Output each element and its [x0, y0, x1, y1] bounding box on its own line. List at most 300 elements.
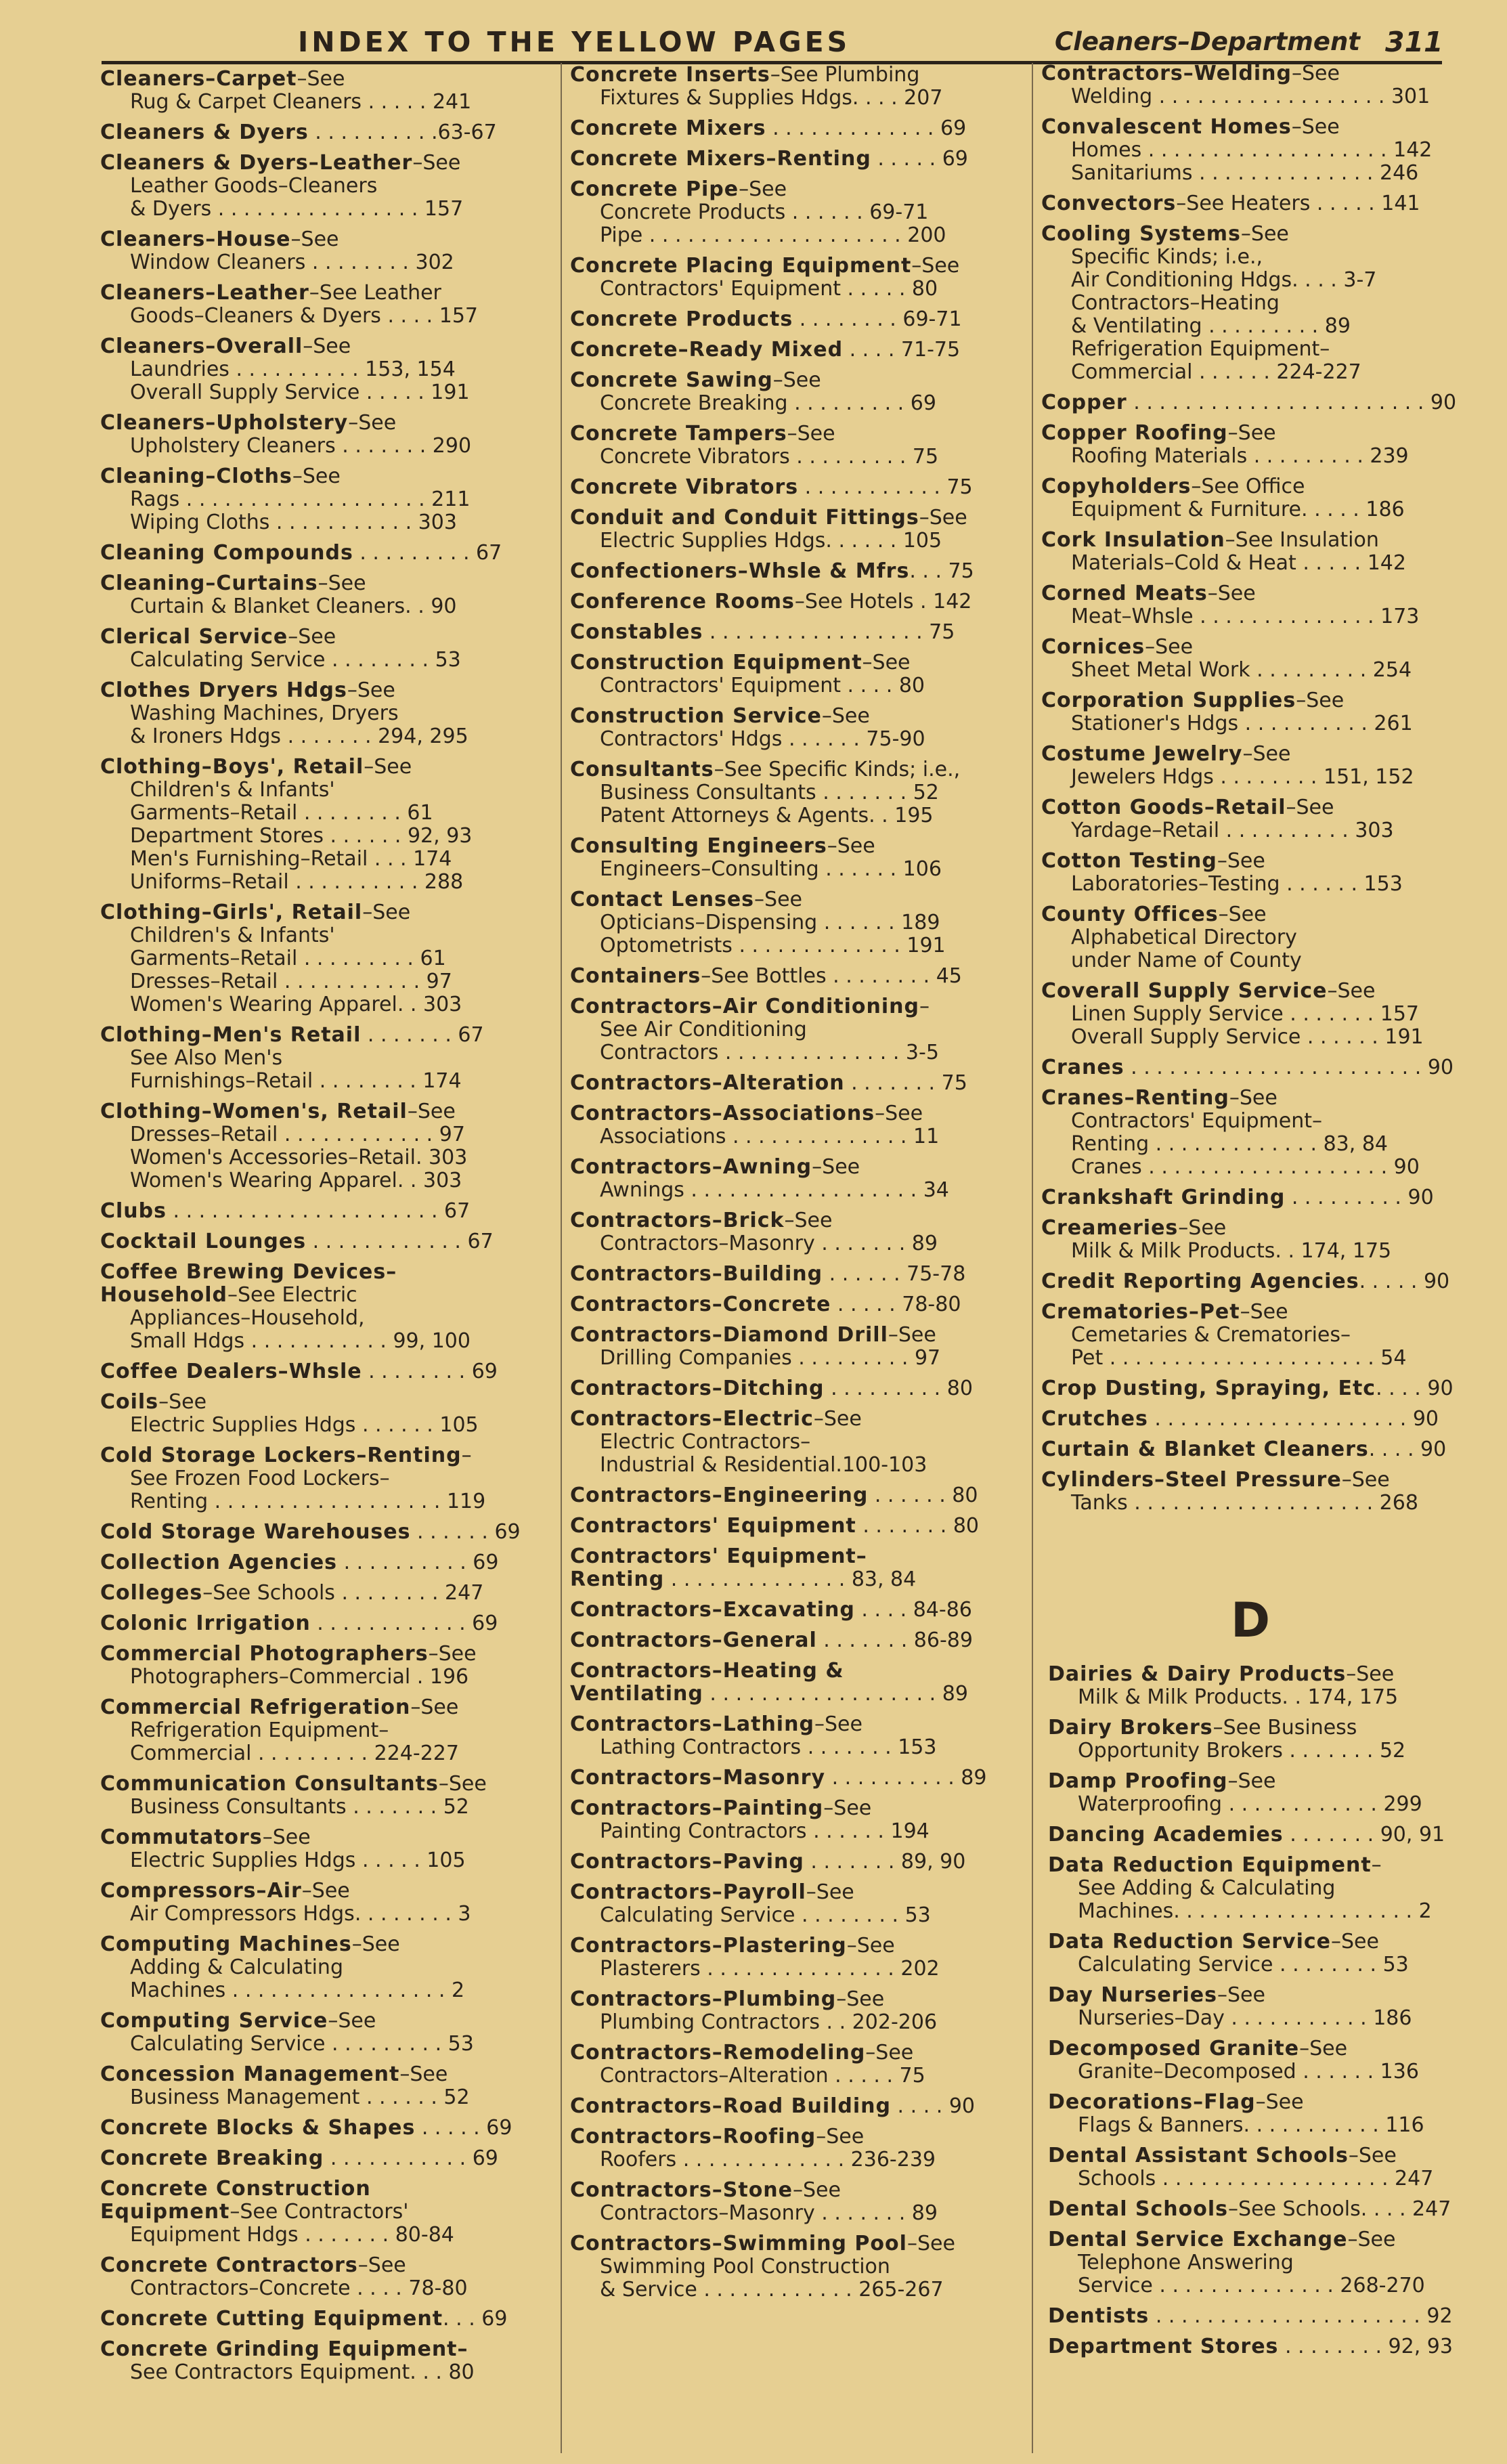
entry-reference: Appliances–Household,	[130, 1306, 365, 1330]
entry-heading: Decorations–Flag	[1048, 2090, 1256, 2114]
entry-line	[1041, 1377, 1475, 1400]
entry-reference: Women's Wearing Apparel. . 303	[130, 1169, 462, 1192]
index-entry	[570, 178, 1010, 247]
entry-reference: Contractors' Equipment . . . . . 80	[600, 277, 938, 301]
entry-reference: . . . . . 69	[871, 147, 968, 171]
index-entry	[570, 1377, 1010, 1400]
entry-reference: –See	[410, 1695, 459, 1719]
entry-line	[570, 1851, 1010, 1874]
entry-reference: Contractors–Concrete . . . . 78-80	[130, 2276, 468, 2300]
index-entry	[1041, 1217, 1475, 1263]
index-entry	[570, 1851, 1010, 1874]
entry-reference: . . . . . . . . 92, 93	[1278, 2335, 1453, 2358]
entry-line	[1041, 246, 1475, 269]
entry-reference: –See Insulation	[1225, 528, 1379, 552]
index-entry	[100, 1880, 533, 1926]
entry-line	[1041, 1301, 1475, 1324]
entry-reference: –See Office	[1191, 475, 1305, 498]
entry-line	[570, 2232, 1010, 2255]
entry-line	[570, 995, 1010, 1018]
index-entry	[570, 965, 1010, 988]
index-entry	[1041, 582, 1475, 628]
index-entry	[1041, 1301, 1475, 1370]
entry-line	[570, 506, 1010, 529]
entry-line	[1041, 903, 1475, 926]
index-entry	[1048, 1984, 1481, 2030]
entry-line	[570, 1209, 1010, 1232]
entry-line	[100, 542, 533, 565]
entry-line	[570, 1545, 1010, 1568]
index-column-3	[1041, 62, 1475, 1522]
entry-heading: Contractors–Building	[570, 1262, 823, 1286]
entry-reference: Laboratories–Testing . . . . . . 153	[1071, 872, 1403, 896]
entry-reference: –See Specific Kinds; i.e.,	[714, 758, 961, 781]
entry-reference: . . . . . 90	[1359, 1270, 1450, 1293]
entry-reference: Patent Attorneys & Agents. . 195	[600, 804, 934, 827]
entry-heading: Contractors–Concrete	[570, 1293, 831, 1316]
entry-heading: Dairies & Dairy Products	[1048, 1662, 1347, 1686]
entry-heading: Concrete Vibrators	[570, 475, 799, 499]
entry-line	[570, 1820, 1010, 1843]
entry-reference: Plasterers . . . . . . . . . . . . . . . 202	[600, 1957, 940, 1981]
index-entry	[570, 423, 1010, 469]
entry-line	[100, 572, 533, 595]
index-entry	[1048, 2335, 1481, 2358]
entry-reference: –See	[812, 1155, 860, 1179]
entry-reference: . . . . . . 69	[410, 1520, 521, 1544]
index-entry	[100, 121, 533, 144]
entry-line	[100, 381, 533, 404]
entry-line	[100, 488, 533, 511]
entry-reference: . . . . . . . . . . . . 67	[306, 1230, 494, 1253]
index-entry	[100, 1200, 533, 1223]
entry-line	[570, 2095, 1010, 2118]
entry-line	[570, 1568, 1010, 1591]
entry-heading: Constables	[570, 620, 703, 644]
entry-reference: Sheet Metal Work . . . . . . . . . 254	[1071, 658, 1412, 682]
entry-reference: –See	[862, 651, 911, 674]
index-column-2	[570, 64, 1010, 2309]
entry-line	[100, 1100, 533, 1123]
entry-heading: Cleaners–Upholstery	[100, 411, 349, 435]
entry-heading: Cleaners–House	[100, 228, 291, 251]
entry-line	[100, 924, 533, 947]
entry-reference: Garments–Retail . . . . . . . . 61	[130, 801, 433, 825]
entry-reference: Contractors . . . . . . . . . . . . . . 3-5	[600, 1041, 939, 1064]
index-entry	[1041, 1056, 1475, 1079]
entry-reference: . . . . . . . 90, 91	[1283, 1823, 1445, 1846]
index-entry	[1041, 391, 1475, 414]
entry-line	[1041, 796, 1475, 819]
entry-line	[1041, 1240, 1475, 1263]
entry-reference: . . . 69	[443, 2307, 508, 2331]
index-entry	[570, 560, 1010, 583]
entry-line	[100, 2117, 533, 2140]
entry-heading: County Offices	[1041, 903, 1219, 926]
entry-line	[570, 1958, 1010, 1981]
index-entry	[1048, 1930, 1481, 1976]
entry-reference: See Contractors Equipment. . . 80	[130, 2360, 475, 2384]
entry-line	[570, 965, 1010, 988]
index-entry	[100, 1773, 533, 1819]
entry-heading: Contractors–Diamond Drill	[570, 1323, 888, 1347]
entry-line	[1048, 2198, 1481, 2221]
entry-line	[1048, 2037, 1481, 2060]
index-entry	[1041, 1186, 1475, 1209]
index-entry	[1048, 1823, 1481, 1846]
entry-line	[1048, 2167, 1481, 2190]
entry-line	[1048, 2060, 1481, 2083]
entry-line	[1048, 1739, 1481, 1763]
entry-line	[1041, 743, 1475, 766]
entry-reference: Calculating Service . . . . . . . . 53	[130, 648, 461, 672]
entry-reference: . . . . 71-75	[843, 338, 961, 362]
entry-line	[100, 595, 533, 618]
entry-line	[100, 2308, 533, 2331]
entry-reference: –See Bottles . . . . . . . . 45	[701, 964, 962, 988]
entry-reference: . . . . . 78-80	[831, 1293, 961, 1316]
entry-reference: –See	[303, 334, 351, 358]
entry-reference: . . . . . . . . . 80	[824, 1377, 973, 1400]
index-entry	[570, 1767, 1010, 1790]
index-entry	[1041, 796, 1475, 842]
entry-reference: . . . . . . . . . . . . . . . . . 75	[703, 620, 955, 644]
entry-line	[1048, 1716, 1481, 1739]
entry-reference: Machines . . . . . . . . . . . . . . . . . 2	[130, 1979, 465, 2002]
entry-reference: Linen Supply Service . . . . . . . 157	[1071, 1002, 1420, 1026]
entry-heading: Conduit and Conduit Fittings	[570, 506, 919, 529]
entry-reference: –See	[328, 2009, 376, 2033]
entry-line	[570, 2148, 1010, 2171]
entry-reference: Concrete Vibrators . . . . . . . . . 75	[600, 445, 939, 469]
entry-heading: Dental Schools	[1048, 2197, 1229, 2221]
entry-line	[1041, 1324, 1475, 1347]
entry-reference: Renting . . . . . . . . . . . . . 83, 84	[1071, 1132, 1389, 1156]
entry-reference: Cemetaries & Crematories–	[1071, 1323, 1351, 1347]
entry-heading: Contractors–Stone	[570, 2178, 793, 2202]
entry-reference: Homes . . . . . . . . . . . . . . . . . . . 142	[1071, 138, 1433, 162]
entry-line	[100, 2063, 533, 2086]
entry-reference: –See	[262, 1825, 311, 1849]
index-entry	[570, 1515, 1010, 1538]
index-entry	[1041, 116, 1475, 185]
entry-line	[100, 2254, 533, 2277]
entry-line	[570, 255, 1010, 278]
column-divider	[1032, 63, 1033, 2453]
index-entry	[100, 679, 533, 748]
entry-heading: Contractors–Excavating	[570, 1598, 855, 1622]
index-entry	[100, 465, 533, 534]
entry-heading: Clothing–Boys', Retail	[100, 755, 364, 779]
index-entry	[570, 1072, 1010, 1095]
entry-reference: . . . . . . . . . .63-67	[308, 121, 497, 144]
entry-line	[570, 148, 1010, 171]
entry-reference: Washing Machines, Dryers	[130, 701, 399, 725]
entry-heading: Copyholders	[1041, 475, 1192, 498]
entry-line	[100, 465, 533, 488]
index-entry	[100, 1696, 533, 1765]
entry-line	[1041, 1133, 1475, 1156]
entry-reference: –See	[846, 1934, 895, 1958]
entry-line	[1041, 116, 1475, 139]
index-entry	[570, 1713, 1010, 1759]
entry-reference: Calculating Service . . . . . . . . 53	[600, 1903, 931, 1927]
entry-line	[570, 2255, 1010, 2278]
index-entry	[570, 369, 1010, 415]
entry-line	[1041, 162, 1475, 185]
entry-reference: . . . . . . . . . 67	[353, 541, 502, 565]
entry-heading: Dentists	[1048, 2304, 1150, 2328]
entry-heading: Cotton Testing	[1041, 849, 1217, 873]
entry-reference: Machines. . . . . . . . . . . . . . . . . . . 2	[1078, 1899, 1432, 1923]
entry-line	[100, 649, 533, 672]
index-entry	[100, 1360, 533, 1383]
entry-heading: Cylinders–Steel Pressure	[1041, 1468, 1342, 1492]
entry-reference: Women's Wearing Apparel. . 303	[130, 993, 462, 1016]
entry-reference: Wiping Cloths . . . . . . . . . . . 303	[130, 511, 457, 534]
entry-line	[570, 1629, 1010, 1652]
index-entry	[570, 621, 1010, 644]
entry-line	[570, 2179, 1010, 2202]
entry-line	[100, 756, 533, 779]
entry-reference: Fixtures & Supplies Hdgs. . . . 207	[600, 86, 943, 110]
entry-reference: –See	[813, 1407, 862, 1431]
entry-line	[1041, 712, 1475, 735]
index-entry	[1048, 2144, 1481, 2190]
entry-line	[100, 725, 533, 748]
entry-line	[100, 175, 533, 198]
entry-line	[1048, 1823, 1481, 1846]
entry-line	[1041, 62, 1475, 85]
index-entry	[570, 255, 1010, 301]
entry-heading: Cleaners & Dyers–Leather	[100, 151, 413, 175]
entry-line	[570, 1767, 1010, 1790]
entry-line	[570, 888, 1010, 911]
entry-line	[1048, 2144, 1481, 2167]
entry-line	[100, 198, 533, 221]
entry-heading: Contractors' Equipment	[570, 1514, 856, 1538]
index-entry	[1048, 2198, 1481, 2221]
entry-line	[570, 1881, 1010, 1904]
entry-reference: –See Contractors'	[230, 2200, 409, 2224]
entry-heading: Contractors–Engineering	[570, 1484, 869, 1507]
entry-line	[570, 2278, 1010, 2301]
index-entry	[570, 590, 1010, 613]
index-entry	[1041, 743, 1475, 789]
index-entry	[570, 2041, 1010, 2088]
index-entry	[100, 1100, 533, 1192]
entry-reference: Contractors–Masonry . . . . . . . 89	[600, 1232, 938, 1255]
entry-reference: . . . . 84-86	[854, 1598, 972, 1622]
index-entry	[570, 1484, 1010, 1507]
entry-reference: –See	[911, 254, 960, 278]
entry-reference: Equipment Hdgs . . . . . . . 80-84	[130, 2223, 454, 2247]
entry-heading: Contractors' Equipment–	[570, 1544, 867, 1568]
entry-heading: Concrete Sawing	[570, 368, 773, 392]
entry-line	[100, 1261, 533, 1284]
index-entry	[1041, 1270, 1475, 1293]
index-entry	[1041, 1377, 1475, 1400]
entry-line	[570, 858, 1010, 881]
index-entry	[570, 2232, 1010, 2301]
entry-heading: Coffee Dealers–Whsle	[100, 1360, 362, 1383]
entry-heading: Department Stores	[1048, 2335, 1279, 2358]
entry-line	[100, 2086, 533, 2109]
entry-heading: Crutches	[1041, 1407, 1148, 1431]
entry-heading: Collection Agencies	[100, 1551, 338, 1574]
entry-reference: Contractors–Alteration . . . . . 75	[600, 2064, 925, 2088]
entry-line	[100, 1956, 533, 1979]
entry-reference: Painting Contractors . . . . . . 194	[600, 1819, 930, 1843]
entry-reference: . . . . . . . . . 90	[1285, 1186, 1434, 1209]
entry-reference: Dresses–Retail . . . . . . . . . . . . 97	[130, 1123, 465, 1146]
entry-heading: Contractors–Remodeling	[570, 2041, 866, 2065]
entry-line	[100, 901, 533, 924]
entry-reference: Opportunity Brokers . . . . . . . 52	[1078, 1739, 1406, 1763]
entry-line	[570, 1797, 1010, 1820]
entry-line	[100, 282, 533, 305]
entry-line	[100, 993, 533, 1016]
index-entry	[570, 339, 1010, 362]
entry-line	[1041, 926, 1475, 949]
entry-heading: Computing Machines	[100, 1932, 352, 1956]
index-entry	[570, 1988, 1010, 2034]
entry-reference: –See	[347, 678, 395, 702]
entry-reference: Men's Furnishing–Retail . . . 174	[130, 847, 452, 871]
entry-reference: . . . . . . . . . . . . . . . . . . . . 90	[1148, 1407, 1439, 1431]
entry-reference: Lathing Contractors . . . . . . . 153	[600, 1735, 937, 1759]
entry-reference: Industrial & Residential.100-103	[600, 1453, 927, 1477]
entry-line	[570, 1125, 1010, 1148]
entry-line	[570, 201, 1010, 224]
index-entry	[570, 476, 1010, 499]
entry-line	[1041, 1003, 1475, 1026]
entry-line	[570, 1018, 1010, 1041]
entry-line	[570, 2202, 1010, 2225]
entry-reference: Schools . . . . . . . . . . . . . . . . . . 247	[1078, 2167, 1434, 2190]
entry-reference: –See Leather	[309, 281, 441, 305]
entry-line	[1048, 2007, 1481, 2030]
entry-reference: –See	[407, 1100, 456, 1123]
entry-reference: Department Stores . . . . . . 92, 93	[130, 824, 473, 848]
entry-line	[100, 1391, 533, 1414]
entry-line	[100, 1047, 533, 1070]
entry-reference: –See	[1217, 1983, 1265, 2007]
entry-reference: Stationer's Hdgs . . . . . . . . . . 261	[1071, 712, 1413, 735]
entry-heading: Contractors–Ditching	[570, 1377, 825, 1400]
index-entry	[570, 995, 1010, 1064]
entry-heading: Contractors–Awning	[570, 1155, 812, 1179]
entry-reference: –See	[1346, 1662, 1395, 1686]
entry-reference: . . . . 90	[1368, 1438, 1447, 1461]
entry-heading: Clothes Dryers Hdgs	[100, 678, 347, 702]
entry-reference: Laundries . . . . . . . . . . 153, 154	[130, 358, 456, 381]
index-entry	[100, 2338, 533, 2384]
entry-reference: & Dyers . . . . . . . . . . . . . . . . 157	[130, 197, 464, 221]
entry-line	[1041, 139, 1475, 162]
entry-reference: Contractors–Masonry . . . . . . . 89	[600, 2201, 938, 2225]
entry-heading: Clubs	[100, 1199, 167, 1223]
entry-line	[100, 2178, 533, 2201]
entry-reference: . . . . . . . . . . . . . 69	[766, 116, 967, 140]
entry-reference: Refrigeration Equipment–	[1071, 337, 1330, 361]
entry-heading: Cotton Goods–Retail	[1041, 796, 1286, 819]
entry-heading: Cranes	[1041, 1056, 1124, 1079]
entry-heading: Contractors–Painting	[570, 1796, 824, 1820]
entry-reference: Welding . . . . . . . . . . . . . . . . . . 301	[1071, 85, 1430, 108]
entry-line	[1041, 819, 1475, 842]
entry-reference: Service . . . . . . . . . . . . . . 268-270	[1078, 2274, 1425, 2297]
entry-line	[100, 626, 533, 649]
index-entry	[1041, 422, 1475, 468]
index-entry	[570, 2179, 1010, 2225]
index-entry	[100, 1391, 533, 1437]
index-entry	[570, 117, 1010, 140]
entry-line	[100, 1330, 533, 1353]
entry-heading: Contractors–Payroll	[570, 1880, 806, 1904]
entry-line	[100, 848, 533, 871]
entry-reference: Swimming Pool Construction	[600, 2255, 890, 2278]
entry-line	[100, 1696, 533, 1719]
entry-line	[1041, 980, 1475, 1003]
entry-line	[570, 1179, 1010, 1202]
entry-line	[570, 392, 1010, 415]
entry-reference: Calculating Service . . . . . . . . . 53	[130, 2032, 474, 2056]
entry-line	[1048, 1663, 1481, 1686]
entry-reference: –See	[1348, 2144, 1397, 2167]
entry-reference: –See	[1227, 1769, 1276, 1793]
entry-heading: Household	[100, 1283, 228, 1307]
entry-heading: Renting	[570, 1568, 665, 1591]
entry-reference: Dresses–Retail . . . . . . . . . . . 97	[130, 970, 452, 993]
entry-line	[100, 779, 533, 802]
entry-reference: –See	[823, 1796, 872, 1820]
entry-reference: –See Business	[1213, 1716, 1357, 1739]
index-entry	[570, 1102, 1010, 1148]
entry-reference: . . . . . . . . . . 89	[825, 1766, 987, 1790]
entry-heading: Contractors–Roofing	[570, 2125, 816, 2148]
entry-heading: Consultants	[570, 758, 714, 781]
index-entry	[100, 1551, 533, 1574]
index-entry	[1041, 689, 1475, 735]
entry-heading: Cleaners–Overall	[100, 334, 303, 358]
entry-line	[100, 2033, 533, 2056]
entry-line	[100, 1444, 533, 1467]
entry-reference: –See	[1240, 1300, 1288, 1324]
entry-reference: Concrete Breaking . . . . . . . . . 69	[600, 391, 936, 415]
index-entry	[1048, 2305, 1481, 2328]
page-number: 311	[1385, 26, 1443, 58]
entry-reference: –See Schools . . . . . . . . 247	[202, 1581, 484, 1605]
entry-line	[1048, 1900, 1481, 1923]
index-entry	[100, 1643, 533, 1689]
entry-reference: Overall Supply Service . . . . . . 191	[1071, 1025, 1424, 1049]
entry-line	[100, 1123, 533, 1146]
index-entry	[570, 2095, 1010, 2118]
entry-line	[570, 446, 1010, 469]
index-entry	[1041, 1469, 1475, 1515]
entry-heading: Dairy Brokers	[1048, 1716, 1213, 1739]
entry-line	[100, 1849, 533, 1872]
entry-line	[100, 1643, 533, 1666]
entry-heading: Concrete Breaking	[100, 2146, 324, 2170]
entry-reference: –See	[292, 464, 341, 488]
entry-line	[1041, 85, 1475, 108]
entry-reference: Equipment & Furniture. . . . . 186	[1071, 498, 1405, 521]
entry-line	[1041, 605, 1475, 628]
index-entry	[100, 756, 533, 894]
entry-line	[100, 2010, 533, 2033]
